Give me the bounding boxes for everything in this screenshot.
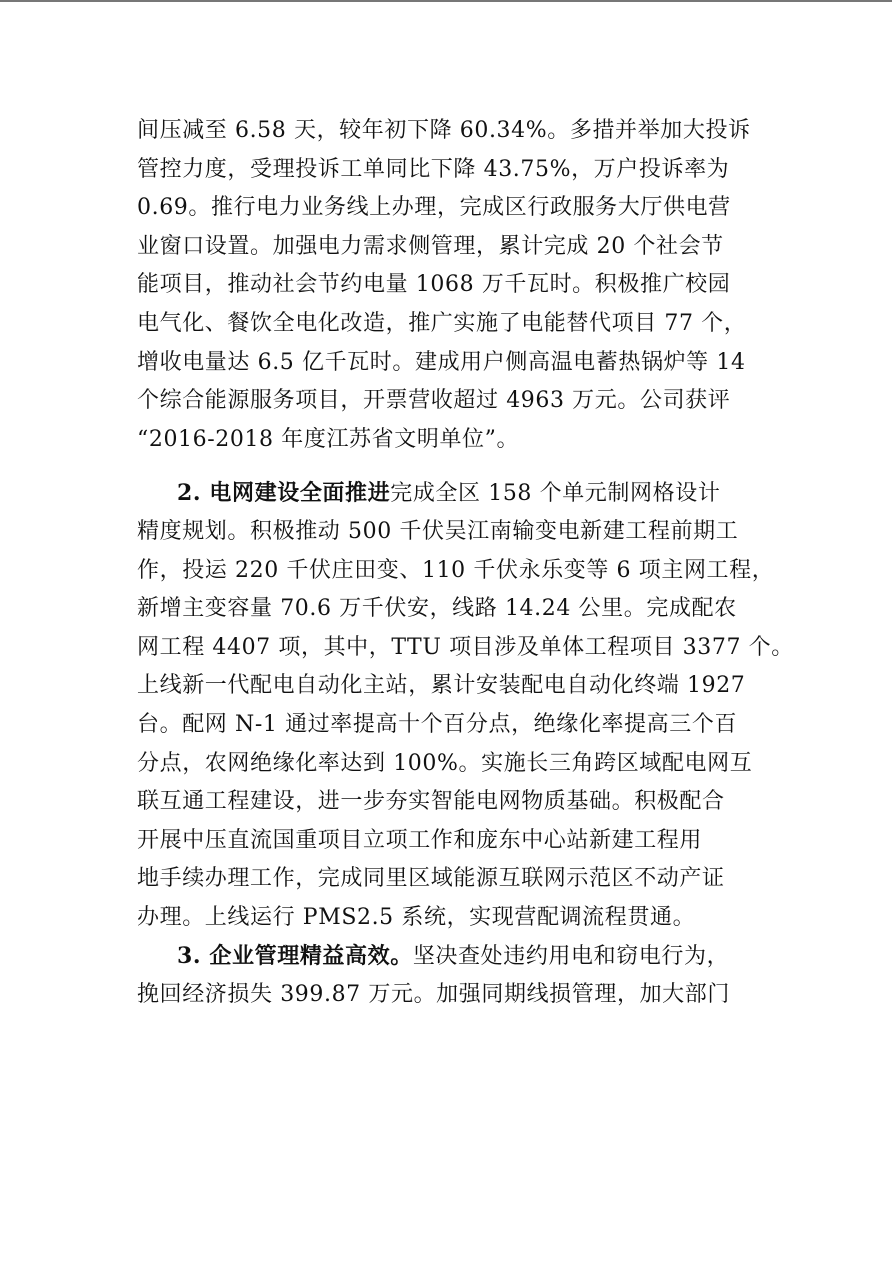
text-line: 间压减至 6.58 天，较年初下降 60.34%。多措并举加大投诉 (137, 118, 751, 143)
heading-rest-text: 坚决查处违约用电和窃电行为， (412, 944, 730, 970)
text-line: 业窗口设置。加强电力需求侧管理，累计完成 20 个社会节 (137, 233, 724, 259)
text-line: 0.69。推行电力业务线上办理，完成区行政服务大厅供电营 (137, 195, 731, 221)
text-line: 个综合能源服务项目，开票营收超过 4963 万元。公司获评 (137, 388, 731, 414)
paragraph-management (137, 937, 759, 1014)
text-line: “2016-2018 年度江苏省文明单位”。 (137, 426, 520, 452)
text-line: 精度规划。积极推动 500 千伏吴江南输变电新建工程前期工 (137, 518, 739, 544)
paragraph-grid-construction (137, 474, 794, 937)
text-line: 管控力度，受理投诉工单同比下降 43.75%，万户投诉率为 (137, 156, 730, 182)
text-line: 分点，农网绝缘化率达到 100%。实施长三角跨区域配电网互 (137, 750, 753, 776)
text-line: 能项目，推动社会节约电量 1068 万千瓦时。积极推广校园 (137, 272, 731, 298)
text-line: 新增主变容量 70.6 万千伏安，线路 14.24 公里。完成配农 (137, 596, 737, 622)
text-line: 办理。上线运行 PMS2.5 系统，实现营配调流程贯通。 (137, 904, 696, 930)
text-line: 增收电量达 6.5 亿千瓦时。建成用户侧高温电蓄热锅炉等 14 (137, 349, 746, 375)
text-line: 挽回经济损失 399.87 万元。加强同期线损管理，加大部门 (137, 982, 730, 1008)
document-body (137, 112, 794, 1015)
text-line: 作，投运 220 千伏庄田变、110 千伏永乐变等 6 项主网工程， (137, 557, 775, 583)
section-heading: 3. 企业管理精益高效。 (177, 943, 413, 970)
paragraph-first-line (137, 937, 759, 976)
paragraph-first-line (137, 474, 759, 513)
text-line: 上线新一代配电自动化主站，累计安装配电自动化终端 1927 (137, 673, 746, 699)
section-heading: 2. 电网建设全面推进 (177, 480, 391, 507)
text-line: 网工程 4407 项，其中，TTU 项目涉及单体工程项目 3377 个。 (137, 634, 794, 660)
text-line: 电气化、餐饮全电化改造，推广实施了电能替代项目 77 个， (137, 310, 747, 336)
text-line: 地手续办理工作，完成同里区域能源互联网示范区不动产证 (137, 866, 725, 892)
top-border-line (0, 0, 892, 2)
text-line: 联互通工程建设，进一步夯实智能电网物质基础。积极配合 (137, 789, 725, 815)
paragraph-gap (137, 459, 759, 474)
paragraph-service (137, 112, 759, 459)
text-line: 台。配网 N-1 通过率提高十个百分点，绝缘化率提高三个百 (137, 711, 738, 737)
text-line: 开展中压直流国重项目立项工作和庞东中心站新建工程用 (137, 827, 703, 853)
heading-rest-text: 完成全区 158 个单元制网格设计 (390, 481, 721, 507)
